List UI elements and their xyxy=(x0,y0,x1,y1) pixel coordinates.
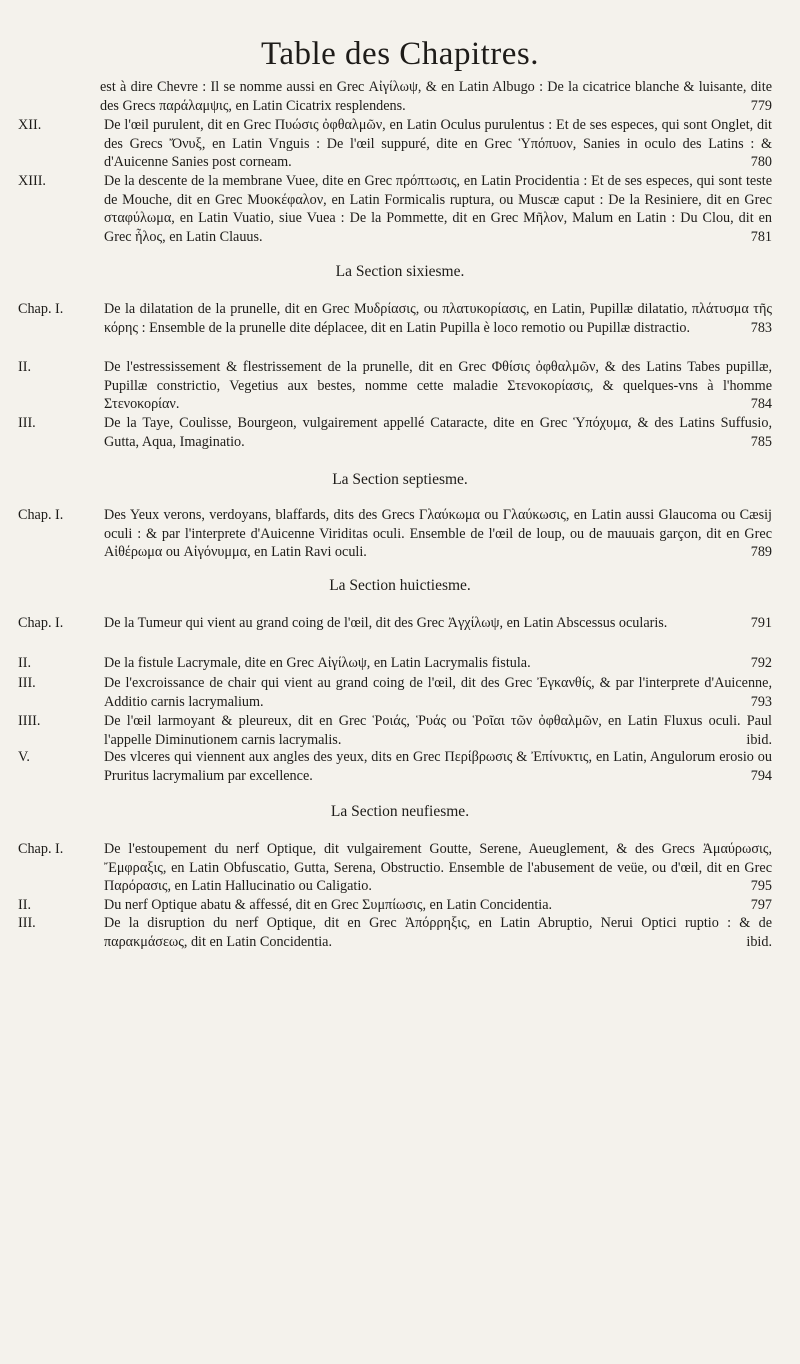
entry-label: Chap. I. xyxy=(18,507,64,523)
entry-chapter xyxy=(18,300,772,337)
entry-page: 794 xyxy=(750,767,772,784)
entry-chapter xyxy=(18,614,772,633)
entry-page: 784 xyxy=(750,396,772,412)
entry-label: Chap. I. xyxy=(18,301,64,317)
entry-chapter xyxy=(18,712,772,749)
entry-text: De l'excroissance de chair qui vient au grand coing de l'œil, dit des Grec Ἐγκανθίς, & par l'interprete d'Auicenne, Additio carnis lacrymalium. xyxy=(104,675,772,710)
entry-text: De l'œil larmoyant & pleureux, dit en Grec Ῥοιάς, Ῥυάς ou Ῥοῖαι τῶν ὀφθαλμῶν, en Latin Fluxus oculi. Paul l'appelle Diminutionem carnis lacrymalis. xyxy=(104,713,772,748)
entry-text: De la Taye, Coulisse, Bourgeon, vulgairement appellé Cataracte, dite en Grec Ὑπόχυμα, & des Latins Suffusio, Gutta, Aqua, Imaginatio. xyxy=(104,415,772,450)
entry-text: De la descente de la membrane Vuee, dite en Grec πρόπτωσις, en Latin Procidentia : Et de ses especes, qui sont teste de Mouche, dit en Grec Μυοκέφαλον, en Latin Formicalis ruptura, ou Muscæ caput : De la Resiniere, dit en Grec σταφύλωμα, en Latin Vuatio, siue Vuea : De la Pommette, dit en Grec Μῆλον, Malum en Latin : Du Clou, dit en Grec ἧλος, en Latin Clauus. xyxy=(104,173,772,245)
entry-page: 791 xyxy=(750,615,772,631)
entry-label: II. xyxy=(18,359,31,375)
section-heading: La Section sixiesme. xyxy=(335,263,465,280)
entry-chapter xyxy=(18,654,772,673)
entry-chapter xyxy=(18,914,772,951)
entry-page: 781 xyxy=(750,228,772,245)
entry-label: IIII. xyxy=(18,713,41,729)
entry-label: XIII. xyxy=(18,173,46,189)
section-heading: La Section huictiesme. xyxy=(329,577,471,594)
entry-text: De l'œil purulent, dit en Grec Πυώσις ὀφθαλμῶν, en Latin Oculus purulentus : Et de ses especes, qui sont Onglet, dit des Grecs Ὄνυξ, en Latin Vnguis : De l'œil suppuré, dite en Grec Ὑπόπυον, Sanies in oculo des Latins : & d'Auicenne Sanies post corneam. xyxy=(104,117,772,170)
entry-page: 785 xyxy=(750,433,772,450)
entry-chapter xyxy=(18,748,772,785)
entry-page: 792 xyxy=(750,655,772,671)
section-heading: La Section neufiesme. xyxy=(330,803,470,820)
entry-chapter xyxy=(18,896,772,915)
entry-label: V. xyxy=(18,749,30,765)
entry-label: XII. xyxy=(18,117,42,133)
entry-page: 793 xyxy=(750,693,772,710)
entry-continuation xyxy=(46,78,772,115)
entry-page: 797 xyxy=(750,897,772,913)
entry-label: III. xyxy=(18,675,36,691)
entry-text: De l'estressissement & flestrissement de la prunelle, dit en Grec Φθίσις ὀφθαλμῶν, & des Latins Tabes pupillæ, Pupillæ constrictio, Vegetius aux bestes, nomme cette maladie Στενοκορίασις, & quelques-vns à l'homme Στενοκορίαν. xyxy=(104,359,772,412)
entry-text: De la fistule Lacrymale, dite en Grec Αἰγίλωψ, en Latin Lacrymalis fistula. xyxy=(104,655,531,671)
page-title: Table des Chapitres. xyxy=(260,36,540,72)
entry-label: Chap. I. xyxy=(18,615,64,631)
entry-page: ibid. xyxy=(746,933,772,950)
entry-label: III. xyxy=(18,415,36,431)
entry-chapter-xii xyxy=(18,116,772,172)
entry-page: 779 xyxy=(750,97,772,114)
entry-text: Des vlceres qui viennent aux angles des yeux, dits en Grec Περίβρωσις & Ἐπίνυκτις, en Latin, Angulorum erosio ou Pruritus lacrymalium par excellence. xyxy=(104,749,772,784)
entry-chapter-xiii xyxy=(18,172,772,246)
entry-chapter xyxy=(18,674,772,711)
entry-page: 795 xyxy=(750,878,772,894)
entry-label: Chap. I. xyxy=(18,841,64,857)
entry-text: Des Yeux verons, verdoyans, blaffards, dits des Grecs Γλαύκωμα ou Γλαύκωσις, en Latin aussi Glaucoma ou Cæsij oculi : & par l'interprete d'Auicenne Viriditas oculi. Ensemble de l'œil de loup, ou de mauuais garçon, dit en Grec Αἰθέρωμα ou Αἰγόνυμμα, en Latin Ravi oculi. xyxy=(104,507,772,560)
entry-text: De l'estoupement du nerf Optique, dit vulgairement Goutte, Serene, Aueuglement, & des Grecs Ἀμαύρωσις, Ἔμφραξις, en Latin Obfuscatio, Gutta, Serena, Obstructio. Ensemble de l'abusement de veüe, ou d'œil, dit en Grec Παρόρασις, en Latin Hallucinatio ou Caligatio. xyxy=(104,841,772,894)
entry-chapter xyxy=(18,358,772,414)
entry-text: De la dilatation de la prunelle, dit en Grec Μυδρίασις, ou πλατυκορίασις, en Latin, Pupillæ dilatatio, πλάτυσμα τῆς κόρης : Ensemble de la prunelle dite déplacee, dit en Latin Pupilla è loco remotio ou Pupillæ distractio. xyxy=(104,301,772,336)
entry-chapter xyxy=(18,414,772,451)
entry-text: De la Tumeur qui vient au grand coing de l'œil, dit des Grec Ἀγχίλωψ, en Latin Abscessus ocularis. xyxy=(104,615,668,631)
entry-label: II. xyxy=(18,897,31,913)
entry-label: III. xyxy=(18,915,36,931)
entry-text: est à dire Chevre : Il se nomme aussi en Grec Αἰγίλωψ, & en Latin Albugo : De la cicatrice blanche & luisante, dite des Grecs παράλαμψις, en Latin Cicatrix resplendens. xyxy=(100,79,772,114)
entry-page: 789 xyxy=(750,544,772,560)
section-heading: La Section septiesme. xyxy=(332,471,468,488)
entry-page: ibid. xyxy=(746,731,772,748)
entry-chapter xyxy=(18,506,772,562)
entry-page: 783 xyxy=(750,319,772,336)
entry-label: II. xyxy=(18,655,31,671)
entry-page: 780 xyxy=(750,154,772,170)
entry-text: De la disruption du nerf Optique, dit en Grec Ἀπόρρηξις, en Latin Abruptio, Nerui Optici ruptio : & de παρακμάσεως, dit en Latin Concidentia. xyxy=(104,915,772,950)
entry-text: Du nerf Optique abatu & affessé, dit en Grec Συμπίωσις, en Latin Concidentia. xyxy=(104,897,553,913)
entry-chapter xyxy=(18,840,772,896)
